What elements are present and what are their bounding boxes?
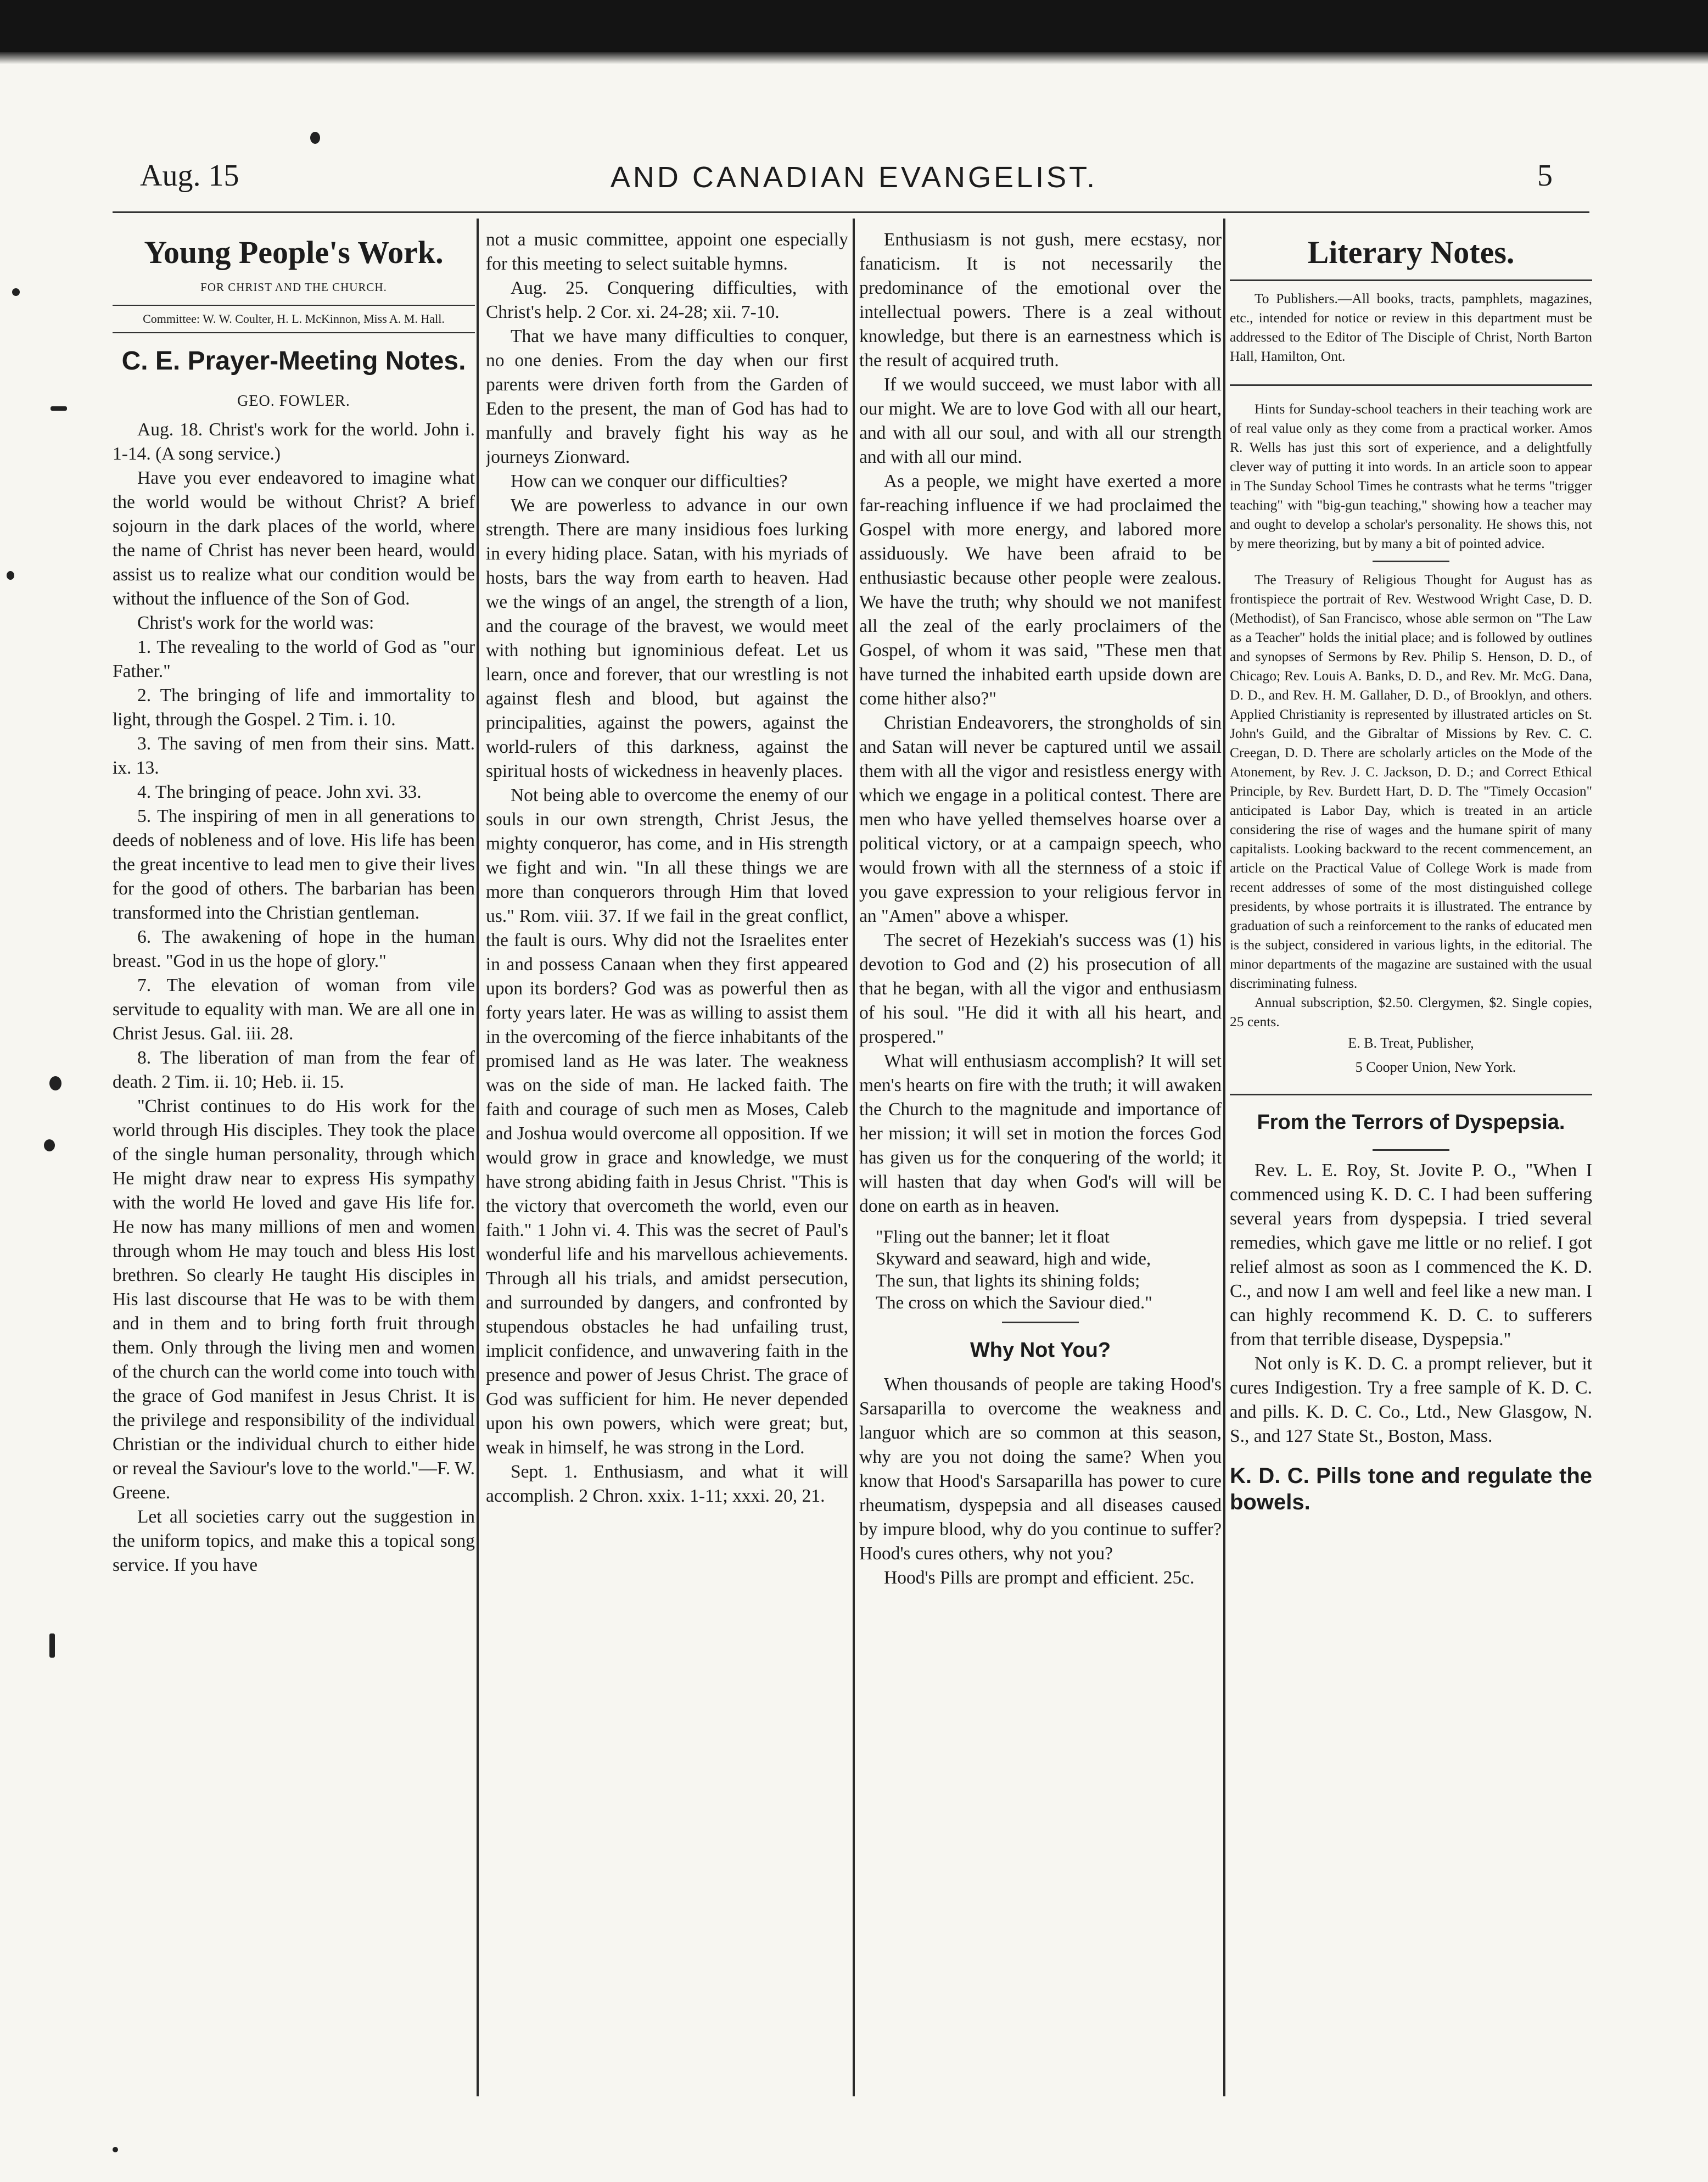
paragraph: Hood's Pills are prompt and efficient. 25c. <box>884 1568 1195 1588</box>
divider <box>1230 279 1592 281</box>
poem-line: Skyward and seaward, high and wide, <box>876 1249 1151 1269</box>
publisher-address: 5 Cooper Union, New York. <box>1355 1059 1516 1075</box>
paragraph: Have you ever endeavored to imagine what the world would be without Christ? A brief sojourn in the dark places of the world, where the name of Christ has never been heard, would assist us to realize what our condition would be without the influence of the Son of God. <box>113 468 475 609</box>
paragraph: How can we conquer our difficulties? <box>511 471 788 491</box>
scan-speck <box>49 1633 55 1658</box>
page-number: 5 <box>1537 159 1553 193</box>
section-title: Young People's Work. <box>144 234 444 270</box>
publishers-notice: To Publishers.—All books, tracts, pamphlets, magazines, etc., intended for notice or review in this department must be addressed to the Editor of The Disciple of Christ, North Barton Hall, Hamilton, Ont. <box>1230 290 1592 364</box>
paragraph: The Treasury of Religious Thought for August has as frontispiece the portrait of Rev. Westwood Wright Case, D. D. (Methodist), of San Francisco, whose able sermon on "The Law as a Teacher" holds the initial place; and is followed by outlines and synopses of Sermons by Rev. Philip S. Henson, D. D., of Chicago; Rev. Louis A. Banks, D. D., and Rev. Mr. McG. Dana, D. D., and Rev. H. M. Gallaher, D. D., of Brooklyn, and others. Applied Christianity is represented by illustrated articles on St. John's Guild, and the Gibraltar of Missions by Rev. C. C. Creegan, D. D. There are scholarly articles on the Mode of the Atonement, by Rev. J. C. Jackson, D. D.; and Correct Ethical Principle, by Rev. Burdett Hart, D. D. The "Timely Occasion" anticipated is Labor Day, which is treated in an article considering the rise of wages and the humane spirit of many capitalists. Looking backward to the recent commencement, an article on the Practical Value of College Work is made from recent addresses of some of the most distinguished college presidents, by whose portraits it is illustrated. The entrance by graduation of such a reinforcement to the ranks of educated men is the subject, considered in various lights, in the editorial. The minor departments of the magazine are sustained with the usual discriminating fulness. <box>1230 572 1592 991</box>
list-item: 6. The awakening of hope in the human breast. "God in us the hope of glory." <box>113 927 475 971</box>
masthead-title: AND CANADIAN EVANGELIST. <box>610 161 1098 194</box>
paragraph: Not being able to overcome the enemy of our souls in our own strength, Christ Jesus, the mighty conqueror, has come, and in His strength we fight and win. "In all these things we are more than conquerors through Him that loved us." Rom. viii. 37. If we fail in the great conflict, the fault is ours. Why did not the Israelites enter in and possess Canaan when they first appeared upon its borders? God was as powerful then as forty years later. He was as willing to assist them in the overcoming of the fierce inhabitants of the promised land as He was later. The weakness was on the side of man. He lacked faith. The faith and courage of such men as Moses, Caleb and Joshua would overcome all opposition. If we would grow in grace and knowledge, we must have strong abiding faith in Jesus Christ. "This is the victory that overcometh the world, even our faith." 1 John vi. 4. This was the secret of Paul's wonderful life and his marvellous achievements. Through all his trials, and amidst persecution, and surrounded by dangers, and confronted by stupendous obstacles he had unfailing trust, implicit confidence, and unwavering faith in the presence and power of Jesus Christ. The grace of God was sufficient for him. He never depended upon his own powers, which were great; but, weak in himself, he was strong in the Lord. <box>486 785 848 1458</box>
column-rule <box>477 219 479 2096</box>
paragraph: As a people, we might have exerted a more far-reaching influence if we had proclaimed the Gospel with more energy, and labored more assiduously. We have been afraid to be enthusiastic because other people were zealous. We have the truth; why should we not manifest all the zeal of the early proclaimers of the Gospel, of whom it was said, "These men that have turned the inhabited earth upside down are come hither also?" <box>859 471 1222 709</box>
paragraph: Aug. 25. Conquering difficulties, with Christ's help. 2 Cor. xi. 24-28; xii. 7-10. <box>486 278 848 322</box>
divider <box>1373 1149 1449 1151</box>
column-young-peoples-work <box>113 228 475 2095</box>
prayer-meeting-title: C. E. Prayer-Meeting Notes. <box>121 346 466 376</box>
poem-line: The cross on which the Saviour died." <box>876 1293 1152 1313</box>
closing-advert: K. D. C. Pills tone and regulate the bowels. <box>1230 1464 1592 1514</box>
publisher-name: E. B. Treat, Publisher, <box>1348 1035 1474 1051</box>
scan-speck <box>44 1139 55 1151</box>
header-rule <box>113 211 1589 213</box>
poem <box>876 1226 1222 1314</box>
column-rule <box>853 219 855 2096</box>
scan-top-edge <box>0 0 1708 52</box>
paragraph: Enthusiasm is not gush, mere ecstasy, nor fanaticism. It is not necessarily the predominance of the emotional over the intellectual powers. There is a zeal without knowledge, but there is an earnestness which is the result of acquired truth. <box>859 230 1222 371</box>
scan-speck <box>113 2147 118 2152</box>
section-title: Literary Notes. <box>1307 234 1515 270</box>
paragraph: Sept. 1. Enthusiasm, and what it will accomplish. 2 Chron. xxix. 1-11; xxxi. 20, 21. <box>486 1462 848 1506</box>
paragraph: That we have many difficulties to conquer, no one denies. From the day when our first parents were driven forth from the Garden of Eden to the present, the man of God has had to manfully and bravely fight his way as he journeys Zionward. <box>486 326 848 467</box>
paragraph: If we would succeed, we must labor with all our might. We are to love God with all our heart, and with all our soul, and with all our strength and with all our mind. <box>859 374 1222 467</box>
paragraph: Christ's work for the world was: <box>137 613 374 633</box>
list-item: 2. The bringing of life and immortality to light, through the Gospel. 2 Tim. i. 10. <box>113 685 475 730</box>
list-item: 5. The inspiring of men in all generations to deeds of nobleness and of love. His life has been the great incentive to lead men to give their lives for the good of others. The barbarian has been transformed into the Christian gentleman. <box>113 806 475 923</box>
column-conquering-difficulties <box>486 228 848 2095</box>
paragraph: Christian Endeavorers, the strongholds of sin and Satan will never be captured until we assail them with all the vigor and resistless energy with which we engage in a political contest. There are men who have yelled themselves hoarse over a political victory, or at a campaign speech, who would frown with all the sternness of a stoic if you gave expression to your religious fervor in an "Amen" above a whisper. <box>859 713 1222 926</box>
paragraph: not a music committee, appoint one especially for this meeting to select suitable hymns. <box>486 230 848 274</box>
paragraph: What will enthusiasm accomplish? It will set men's hearts on fire with the truth; it will awaken the Church to the magnitude and importance of her mission; it will set in motion the forces God has given us for the conquering of the world; it will hasten that day when God's will will be done on earth as in heaven. <box>859 1051 1222 1216</box>
column-rule <box>1223 219 1225 2096</box>
list-item: 4. The bringing of peace. John xvi. 33. <box>137 782 422 802</box>
paragraph: Let all societies carry out the suggestion in the uniform topics, and make this a topical song service. If you have <box>113 1507 475 1575</box>
poem-line: The sun, that lights its shining folds; <box>876 1271 1140 1291</box>
committee-line: Committee: W. W. Coulter, H. L. McKinnon, Miss A. M. Hall. <box>113 305 475 333</box>
list-item: 3. The saving of men from their sins. Matt. ix. 13. <box>113 734 475 778</box>
list-item: 7. The elevation of woman from vile servitude to equality with man. We are all one in Christ Jesus. Gal. iii. 28. <box>113 975 475 1044</box>
column-enthusiasm <box>859 228 1222 2095</box>
column-literary-notes <box>1230 228 1592 2095</box>
quotation: "Christ continues to do His work for the world through His disciples. They took the place of the single human personality, through which He might draw near to express His sympathy with the world He loved and gave His life for. He now has many millions of men and women through whom He may touch and bless His lost brethren. So clearly He taught His disciples in His last discourse that He was to be with them and in them and to bring forth fruit through them. Only through the living men and women of the church can the world come into touch with the grace of God manifest in Jesus Christ. It is the privilege and responsibility of the individual Christian or the individual church to either hide or reveal the Saviour's love to the world."—F. W. Greene. <box>113 1096 475 1503</box>
divider <box>1002 1322 1079 1323</box>
advert-title: Why Not You? <box>970 1339 1111 1362</box>
scan-speck <box>310 132 320 144</box>
scan-speck <box>49 1076 61 1090</box>
paragraph: The secret of Hezekiah's success was (1) his devotion to God and (2) his prosecution of all that he began, with all the vigor and enthusiasm of his soul. "He did it with all his heart, and prospered." <box>859 930 1222 1047</box>
list-item: 8. The liberation of man from the fear of death. 2 Tim. ii. 10; Heb. ii. 15. <box>113 1048 475 1092</box>
list-item: 1. The revealing to the world of God as "our Father." <box>113 637 475 681</box>
paragraph: Rev. L. E. Roy, St. Jovite P. O., "When I commenced using K. D. C. I had been suffering several years from dyspepsia. I tried several remedies, which gave me little or no relief. I got relief almost as soon as I commenced the K. D. C., and now I am well and feel like a new man. I can highly recommend K. D. C. to sufferers from that terrible disease, Dyspepsia." <box>1230 1160 1592 1350</box>
advert-title: From the Terrors of Dyspepsia. <box>1257 1111 1565 1134</box>
poem-line: "Fling out the banner; let it float <box>876 1227 1110 1247</box>
scan-speck <box>12 288 20 296</box>
paragraph: Not only is K. D. C. a prompt reliever, but it cures Indigestion. Try a free sample of K. D. C. and pills. K. D. C. Co., Ltd., New Glasgow, N. S., and 127 State St., Boston, Mass. <box>1230 1353 1592 1446</box>
author-byline: GEO. FOWLER. <box>237 393 350 410</box>
paragraph: Annual subscription, $2.50. Clergymen, $2. Single copies, 25 cents. <box>1230 994 1592 1030</box>
paragraph: When thousands of people are taking Hood's Sarsaparilla to overcome the weakness and languor which are so common at this season, why are you not doing the same? When you know that Hood's Sarsaparilla has power to cure rheumatism, dyspepsia and all diseases caused by impure blood, why do you continue to suffer? Hood's cures others, why not you? <box>859 1374 1222 1564</box>
paragraph: Aug. 18. Christ's work for the world. John i. 1-14. (A song service.) <box>113 419 475 464</box>
divider <box>1230 1094 1592 1095</box>
divider <box>1230 384 1592 386</box>
scan-speck <box>51 406 67 411</box>
header-date: Aug. 15 <box>140 159 239 193</box>
section-subtitle: FOR CHRIST AND THE CHURCH. <box>200 281 387 294</box>
paragraph: Hints for Sunday-school teachers in their teaching work are of real value only as they come from a practical worker. Amos R. Wells has just this sort of experience, and a delightfully clever way of putting it into words. In an article soon to appear in The Sunday School Times he contrasts what he terms "trigger teaching" with "big-gun teaching," showing how a teacher may and ought to develop a scholar's personality. He shows this, not by mere theorizing, but by many a bit of pointed advice. <box>1230 401 1592 551</box>
paragraph: We are powerless to advance in our own strength. There are many insidious foes lurking in every hiding place. Satan, with his myriads of hosts, bars the way from earth to heaven. Had we the wings of an angel, the strength of a lion, and the courage of the bravest, we would meet with nothing but ignominious defeat. Let us learn, once and forever, that our wrestling is not against flesh and blood, but against the principalities, against the powers, against the world-rulers of this darkness, against the spiritual hosts of wickedness in heavenly places. <box>486 495 848 781</box>
scan-speck <box>7 571 14 580</box>
divider <box>1373 561 1449 562</box>
